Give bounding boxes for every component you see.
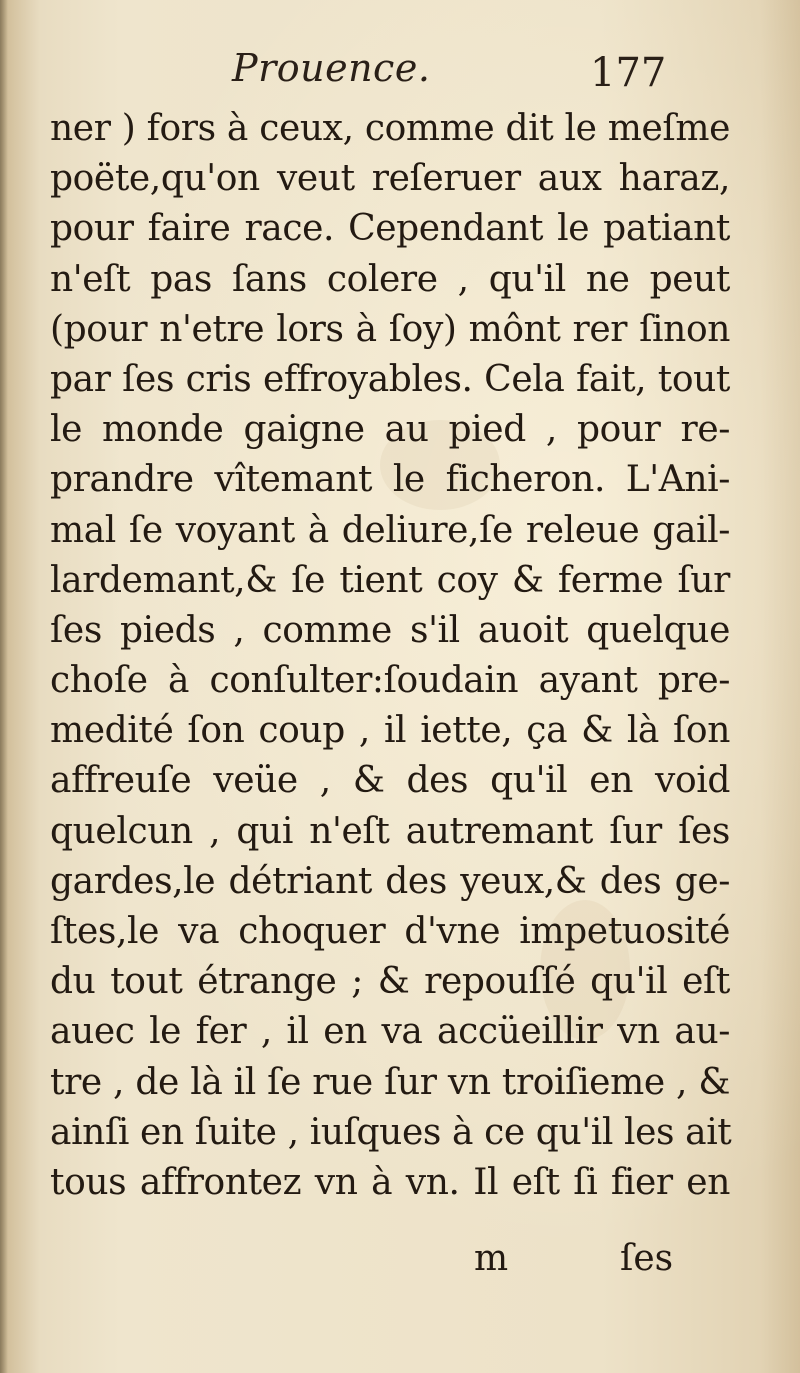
text-line: ſtes,le va choquer d'vne impetuosité xyxy=(50,911,730,952)
text-line: choſe à conſulter:ſoudain ayant pre- xyxy=(50,660,730,702)
text-line: le monde gaigne au pied , pour re- xyxy=(50,409,730,451)
running-title: Prouence. xyxy=(232,46,431,90)
text-line: auec le fer , il en va accüeillir vn au- xyxy=(50,1011,730,1053)
text-line: tre , de là il ſe rue ſur vn troiſieme , & xyxy=(50,1061,730,1103)
text-line: poëte,qu'on veut reſeruer aux haraz, xyxy=(50,158,730,200)
page-footer xyxy=(0,1238,800,1288)
text-line: gardes,le détriant des yeux,& des ge- xyxy=(50,860,730,902)
text-line: quelcun , qui n'eſt autremant ſur ſes xyxy=(50,810,730,852)
text-line: ner ) fors à ceux, comme dit le meſme xyxy=(50,108,730,149)
signature-mark: m xyxy=(474,1238,509,1279)
text-line: (pour n'etre lors à ſoy) mônt rer ſinon xyxy=(50,308,730,350)
text-line: pour faire race. Cependant le patiant xyxy=(50,208,730,250)
text-line: tous affrontez vn à vn. Il eſt ſi fier en xyxy=(50,1161,730,1203)
text-line: affreuſe veüe , & des qu'il en void xyxy=(50,760,730,802)
text-line: par ſes cris effroyables. Cela fait, tout xyxy=(50,358,730,400)
text-line: medité ſon coup , il iette, ça & là ſon xyxy=(50,710,730,752)
text-line: n'eſt pas ſans colere , qu'il ne peut xyxy=(50,258,730,300)
text-line: du tout étrange ; & repouſſé qu'il eſt xyxy=(50,961,730,1003)
text-line: prandre vîtemant le ficheron. L'Ani- xyxy=(50,459,730,501)
text-line: lardemant,& ſe tient coy & ferme ſur xyxy=(50,559,730,601)
body-text xyxy=(50,104,730,1208)
text-line: mal ſe voyant à deliure,ſe releue gail- xyxy=(50,509,730,551)
text-line: ainſi en ſuite , iuſques à ce qu'il les ait xyxy=(50,1111,732,1153)
page-binding-edge xyxy=(0,0,8,1373)
page-number: 177 xyxy=(590,50,667,96)
catchword: ſes xyxy=(620,1238,674,1279)
text-line: ſes pieds , comme s'il auoit quelque xyxy=(50,609,730,651)
